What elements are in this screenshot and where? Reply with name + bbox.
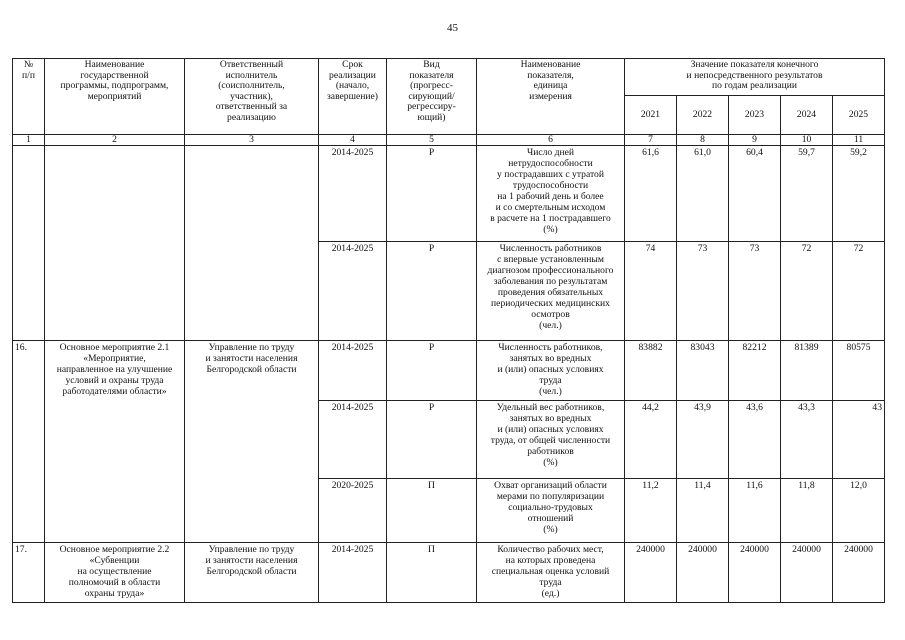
- header-period: Срок реализации (начало, завершение): [319, 59, 387, 135]
- value-2021: 61,6: [625, 146, 677, 242]
- header-year: 2023: [729, 96, 781, 135]
- value-2025: 72: [833, 242, 885, 341]
- column-number: 9: [729, 135, 781, 146]
- header-number: № п/п: [13, 59, 45, 135]
- indicators-table: [12, 58, 885, 603]
- value-2025: 240000: [833, 543, 885, 603]
- executor-cell: Управление по труду и занятости населения Белгородской области: [185, 543, 319, 603]
- event-name-cell: Основное мероприятие 2.2 «Субвенции на осуществление полномочий в области охраны труда»: [45, 543, 185, 603]
- header-year: 2024: [781, 96, 833, 135]
- value-2023: 60,4: [729, 146, 781, 242]
- row-number-cell: [13, 146, 45, 341]
- period-cell: 2014-2025: [319, 146, 387, 242]
- value-2025: 12,0: [833, 479, 885, 543]
- column-number: 3: [185, 135, 319, 146]
- value-2022: 83043: [677, 341, 729, 401]
- indicator-type-cell: Р: [387, 341, 477, 401]
- indicator-name-cell: Количество рабочих мест, на которых проведена специальная оценка условий труда (ед.): [477, 543, 625, 603]
- header-executor: Ответственный исполнитель (соисполнитель, участник), ответственный за реализацию: [185, 59, 319, 135]
- indicator-name-cell: Численность работников с впервые установленным диагнозом профессионального заболевания по результатам проведения обязательных периодических медицинских осмотров (чел.): [477, 242, 625, 341]
- column-number: 7: [625, 135, 677, 146]
- period-cell: 2014-2025: [319, 543, 387, 603]
- value-2021: 74: [625, 242, 677, 341]
- executor-cell: Управление по труду и занятости населения Белгородской области: [185, 341, 319, 543]
- header-program-name: Наименование государственной программы, подпрограмм, мероприятий: [45, 59, 185, 135]
- value-2023: 43,6: [729, 401, 781, 479]
- indicator-name-cell: Численность работников, занятых во вредных и (или) опасных условиях труда (чел.): [477, 341, 625, 401]
- value-2021: 83882: [625, 341, 677, 401]
- value-2022: 43,9: [677, 401, 729, 479]
- value-2022: 240000: [677, 543, 729, 603]
- column-number: 4: [319, 135, 387, 146]
- header-indicator-type: Вид показателя (прогресс- сирующий/ регрессиру- ющий): [387, 59, 477, 135]
- value-2022: 73: [677, 242, 729, 341]
- executor-cell: [185, 146, 319, 341]
- column-number: 5: [387, 135, 477, 146]
- value-2023: 240000: [729, 543, 781, 603]
- period-cell: 2020-2025: [319, 479, 387, 543]
- value-2024: 81389: [781, 341, 833, 401]
- value-2024: 11,8: [781, 479, 833, 543]
- value-2024: 59,7: [781, 146, 833, 242]
- value-2021: 44,2: [625, 401, 677, 479]
- value-2023: 73: [729, 242, 781, 341]
- column-number: 2: [45, 135, 185, 146]
- value-2023: 82212: [729, 341, 781, 401]
- header-indicator-name: Наименование показателя, единица измерения: [477, 59, 625, 135]
- column-number: 10: [781, 135, 833, 146]
- page-number: 45: [447, 22, 458, 34]
- period-cell: 2014-2025: [319, 242, 387, 341]
- value-2025: 43: [833, 401, 885, 479]
- value-2024: 240000: [781, 543, 833, 603]
- value-2021: 240000: [625, 543, 677, 603]
- indicator-type-cell: П: [387, 479, 477, 543]
- value-2025: 59,2: [833, 146, 885, 242]
- event-name-cell: Основное мероприятие 2.1 «Мероприятие, направленное на улучшение условий и охраны труда работодателями области»: [45, 341, 185, 543]
- indicator-type-cell: Р: [387, 146, 477, 242]
- table-row: [13, 341, 885, 401]
- value-2021: 11,2: [625, 479, 677, 543]
- column-number: 11: [833, 135, 885, 146]
- row-number-cell: 16.: [13, 341, 45, 543]
- indicator-type-cell: Р: [387, 242, 477, 341]
- header-year: 2022: [677, 96, 729, 135]
- column-number: 1: [13, 135, 45, 146]
- indicator-name-cell: Охват организаций области мерами по популяризации социально-трудовых отношений (%): [477, 479, 625, 543]
- row-number-cell: 17.: [13, 543, 45, 603]
- indicator-name-cell: Удельный вес работников, занятых во вредных и (или) опасных условиях труда, от общей численности работников (%): [477, 401, 625, 479]
- value-2023: 11,6: [729, 479, 781, 543]
- table-row: [13, 543, 885, 603]
- period-cell: 2014-2025: [319, 341, 387, 401]
- value-2024: 72: [781, 242, 833, 341]
- value-2024: 43,3: [781, 401, 833, 479]
- value-2025: 80575: [833, 341, 885, 401]
- column-number: 6: [477, 135, 625, 146]
- value-2022: 11,4: [677, 479, 729, 543]
- indicator-name-cell: Число дней нетрудоспособности у пострадавших с утратой трудоспособности на 1 рабочий день и более и со смертельным исходом в расчете на 1 пострадавшего (%): [477, 146, 625, 242]
- period-cell: 2014-2025: [319, 401, 387, 479]
- value-2022: 61,0: [677, 146, 729, 242]
- table-row: [13, 146, 885, 242]
- header-year: 2025: [833, 96, 885, 135]
- event-name-cell: [45, 146, 185, 341]
- header-year: 2021: [625, 96, 677, 135]
- indicator-type-cell: П: [387, 543, 477, 603]
- indicator-type-cell: Р: [387, 401, 477, 479]
- header-values-group: Значение показателя конечного и непосредственного результатов по годам реализации: [625, 59, 885, 96]
- column-number: 8: [677, 135, 729, 146]
